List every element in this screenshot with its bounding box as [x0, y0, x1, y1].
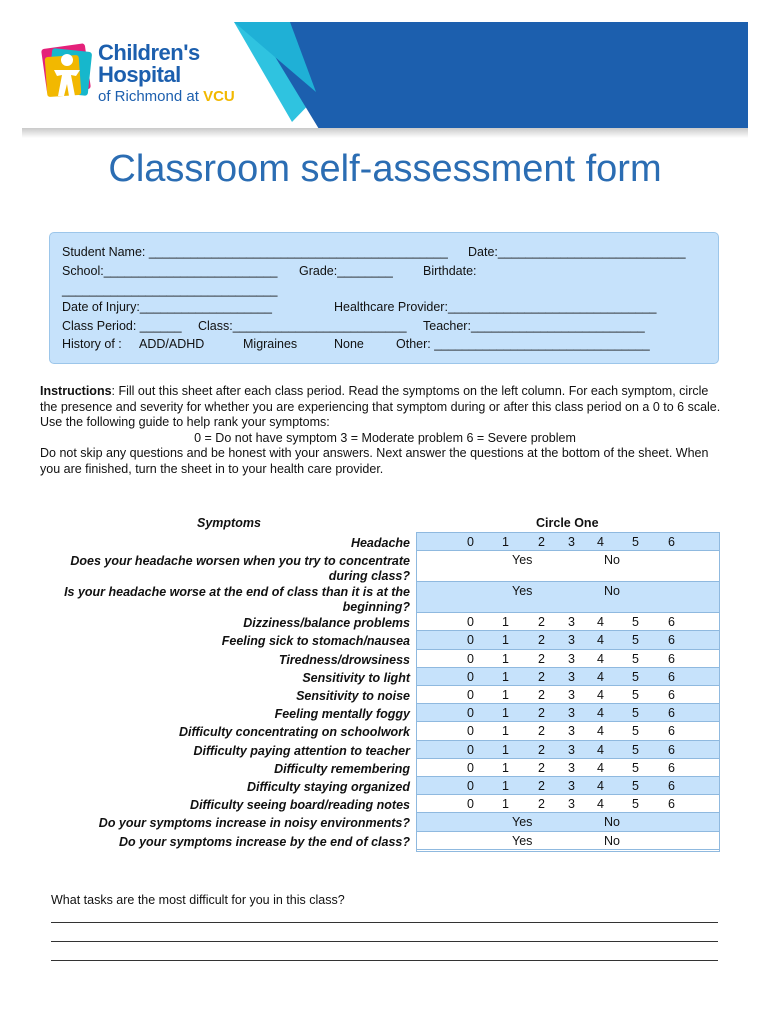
rating-option-2[interactable]: 2 — [538, 779, 545, 793]
table-row — [417, 613, 719, 631]
history-option-other[interactable]: Other: _______________________________ — [396, 337, 650, 351]
rating-option-1[interactable]: 1 — [502, 724, 509, 739]
header-shadow — [22, 128, 748, 138]
symptom-label: Dizziness/balance problems — [243, 616, 410, 631]
logo-text-richmond-prefix: of Richmond at — [98, 88, 204, 105]
rating-option-4[interactable]: 4 — [597, 633, 604, 648]
table-row — [417, 813, 719, 831]
rating-option-4[interactable]: 4 — [597, 669, 604, 684]
rating-option-1[interactable]: 1 — [502, 742, 509, 757]
instructions — [40, 384, 730, 477]
yes-option[interactable]: Yes — [512, 815, 533, 830]
symptom-label: Do your symptoms increase in noisy environments? — [98, 816, 410, 831]
rating-option-1[interactable]: 1 — [502, 633, 509, 648]
symptom-label: Tiredness/drowsiness — [278, 652, 410, 667]
rating-option-1[interactable]: 1 — [502, 779, 509, 793]
rating-option-5[interactable]: 5 — [632, 724, 639, 739]
table-row — [417, 704, 719, 722]
instructions-label: Instructions — [40, 384, 112, 398]
table-row — [417, 722, 719, 740]
rating-option-6[interactable]: 6 — [668, 742, 675, 757]
rating-option-2[interactable]: 2 — [538, 535, 545, 549]
rating-option-5[interactable]: 5 — [632, 535, 639, 549]
rating-option-3[interactable]: 3 — [568, 633, 575, 648]
table-row — [417, 650, 719, 668]
class-field[interactable]: Class:_________________________ — [198, 319, 407, 333]
class-period-field[interactable]: Class Period: ______ — [62, 319, 182, 333]
yes-option[interactable]: Yes — [512, 833, 533, 848]
rating-option-5[interactable]: 5 — [632, 797, 639, 812]
rating-option-2[interactable]: 2 — [538, 651, 545, 666]
table-row — [417, 668, 719, 686]
rating-option-1[interactable]: 1 — [502, 651, 509, 666]
table-row — [417, 533, 719, 551]
healthcare-provider-field[interactable]: Healthcare Provider:______________________________ — [334, 300, 657, 314]
rating-option-6[interactable]: 6 — [668, 706, 675, 721]
rating-option-4[interactable]: 4 — [597, 535, 604, 549]
rating-option-2[interactable]: 2 — [538, 615, 545, 630]
rating-option-2[interactable]: 2 — [538, 742, 545, 757]
rating-option-2[interactable]: 2 — [538, 760, 545, 775]
answer-line-1[interactable] — [51, 922, 718, 923]
hospital-logo — [40, 40, 260, 110]
rating-option-0[interactable]: 0 — [467, 760, 474, 775]
rating-option-6[interactable]: 6 — [668, 724, 675, 739]
rating-option-1[interactable]: 1 — [502, 615, 509, 630]
history-option-add-adhd[interactable]: ADD/ADHD — [139, 337, 205, 351]
rating-option-6[interactable]: 6 — [668, 535, 675, 549]
rating-option-5[interactable]: 5 — [632, 688, 639, 702]
teacher-field[interactable]: Teacher:_________________________ — [423, 319, 645, 333]
table-row — [417, 551, 719, 582]
page-title: Classroom self-assessment form — [108, 148, 662, 190]
difficult-tasks-question: What tasks are the most difficult for you in this class? — [51, 893, 345, 907]
logo-text-hospital: Hospital — [98, 62, 181, 87]
table-row — [417, 777, 719, 795]
rating-option-2[interactable]: 2 — [538, 633, 545, 648]
table-row — [417, 631, 719, 649]
symptom-label: Difficulty staying organized — [247, 780, 410, 794]
table-row — [417, 686, 719, 704]
rating-option-0[interactable]: 0 — [467, 615, 474, 630]
rating-option-3[interactable]: 3 — [568, 651, 575, 666]
rating-option-6[interactable]: 6 — [668, 669, 675, 684]
no-option[interactable]: No — [604, 815, 620, 830]
rating-option-0[interactable]: 0 — [467, 651, 474, 666]
symptom-label: Difficulty seeing board/reading notes — [190, 798, 410, 813]
rating-option-1[interactable]: 1 — [502, 688, 509, 702]
answer-line-3[interactable] — [51, 960, 718, 961]
table-row — [417, 582, 719, 613]
rating-option-4[interactable]: 4 — [597, 706, 604, 721]
rating-option-3[interactable]: 3 — [568, 724, 575, 739]
rating-option-0[interactable]: 0 — [467, 797, 474, 812]
rating-option-6[interactable]: 6 — [668, 615, 675, 630]
table-row — [417, 741, 719, 759]
rating-option-2[interactable]: 2 — [538, 724, 545, 739]
rating-option-3[interactable]: 3 — [568, 779, 575, 793]
rating-option-0[interactable]: 0 — [467, 742, 474, 757]
rating-option-2[interactable]: 2 — [538, 669, 545, 684]
school-field[interactable]: School:_________________________ — [62, 264, 278, 278]
rating-grid — [416, 532, 720, 852]
history-option-migraines[interactable]: Migraines — [243, 337, 298, 351]
rating-option-5[interactable]: 5 — [632, 779, 639, 793]
rating-option-0[interactable]: 0 — [467, 688, 474, 702]
rating-option-1[interactable]: 1 — [502, 535, 509, 549]
rating-option-2[interactable]: 2 — [538, 688, 545, 702]
symptom-label: beginning? — [342, 600, 410, 615]
student-info-box — [49, 232, 719, 364]
rating-option-1[interactable]: 1 — [502, 669, 509, 684]
rating-option-1[interactable]: 1 — [502, 706, 509, 721]
rating-option-4[interactable]: 4 — [597, 779, 604, 793]
rating-option-2[interactable]: 2 — [538, 797, 545, 812]
rating-option-3[interactable]: 3 — [568, 688, 575, 702]
answer-line-2[interactable] — [51, 941, 718, 942]
table-row — [417, 832, 719, 850]
rating-option-6[interactable]: 6 — [668, 797, 675, 812]
rating-option-5[interactable]: 5 — [632, 760, 639, 775]
rating-option-5[interactable]: 5 — [632, 615, 639, 630]
rating-option-6[interactable]: 6 — [668, 760, 675, 775]
symptom-label: Is your headache worse at the end of class than it is at the — [64, 585, 410, 600]
table-row — [417, 759, 719, 777]
instructions-line — [40, 384, 730, 400]
symptoms-header: Symptoms — [197, 516, 261, 530]
instructions-text-3: Use the following guide to help rank your symptoms: — [40, 415, 330, 429]
rating-option-4[interactable]: 4 — [597, 797, 604, 812]
date-field[interactable]: Date:___________________________ — [468, 245, 686, 259]
rating-option-0[interactable]: 0 — [467, 724, 474, 739]
logo-text-vcu: VCU — [203, 88, 235, 105]
symptom-label: Headache — [350, 536, 410, 550]
rating-option-0[interactable]: 0 — [467, 633, 474, 648]
instructions-text-6: you are finished, turn the sheet in to your health care provider. — [40, 461, 384, 476]
no-option[interactable]: No — [604, 833, 620, 848]
rating-option-4[interactable]: 4 — [597, 688, 604, 702]
rating-option-6[interactable]: 6 — [668, 779, 675, 793]
student-name-field[interactable]: Student Name: ___________________________________________ — [62, 245, 448, 259]
birthdate-field[interactable]: Birthdate: — [423, 264, 477, 278]
rating-option-3[interactable]: 3 — [568, 742, 575, 757]
history-option-none[interactable]: None — [334, 337, 364, 351]
rating-option-2[interactable]: 2 — [538, 706, 545, 721]
symptom-label: Does your headache worsen when you try to concentrate — [70, 554, 410, 569]
rating-option-4[interactable]: 4 — [597, 742, 604, 757]
rating-option-4[interactable]: 4 — [597, 651, 604, 666]
history-label: History of : — [62, 337, 122, 351]
rating-option-5[interactable]: 5 — [632, 742, 639, 757]
no-option[interactable]: No — [604, 553, 620, 568]
symptom-label: Feeling mentally foggy — [274, 707, 410, 722]
rating-option-3[interactable]: 3 — [568, 760, 575, 775]
yes-option[interactable]: Yes — [512, 553, 533, 568]
symptom-label: during class? — [328, 569, 410, 584]
symptom-label: Feeling sick to stomach/nausea — [221, 634, 410, 649]
symptom-label: Difficulty concentrating on schoolwork — [178, 725, 410, 740]
table-row — [417, 795, 719, 813]
rating-option-3[interactable]: 3 — [568, 669, 575, 684]
rating-option-3[interactable]: 3 — [568, 615, 575, 630]
symptom-label: Difficulty paying attention to teacher — [193, 743, 410, 758]
scale-guide: 0 = Do not have symptom 3 = Moderate problem 6 = Severe problem — [194, 430, 576, 445]
rating-option-4[interactable]: 4 — [597, 760, 604, 775]
rating-option-3[interactable]: 3 — [568, 797, 575, 812]
date-of-injury-field[interactable]: Date of Injury:___________________ — [62, 300, 272, 314]
rating-option-3[interactable]: 3 — [568, 535, 575, 549]
rating-option-0[interactable]: 0 — [467, 779, 474, 793]
rating-option-1[interactable]: 1 — [502, 797, 509, 812]
rating-option-3[interactable]: 3 — [568, 706, 575, 721]
logo-mark-icon — [40, 40, 96, 104]
grade-field[interactable]: Grade:________ — [299, 264, 393, 278]
symptom-label: Difficulty remembering — [274, 761, 410, 776]
rating-option-5[interactable]: 5 — [632, 706, 639, 721]
symptom-label: Sensitivity to noise — [296, 689, 410, 703]
rating-option-5[interactable]: 5 — [632, 633, 639, 648]
rating-option-5[interactable]: 5 — [632, 669, 639, 684]
rating-option-0[interactable]: 0 — [467, 706, 474, 721]
rating-option-4[interactable]: 4 — [597, 724, 604, 739]
symptom-label: Sensitivity to light — [302, 670, 410, 685]
instructions-text-2: the presence and severity for whether you are experiencing that symptom during or after this class period on a 0 to 6 scale. — [40, 399, 721, 414]
circle-one-header: Circle One — [536, 516, 599, 530]
blank-field-line[interactable]: _______________________________ — [62, 283, 278, 297]
rating-option-4[interactable]: 4 — [597, 615, 604, 630]
instructions-text-5: Do not skip any questions and be honest with your answers. Next answer the questions at the bottom of the sheet. When — [40, 446, 709, 460]
no-option[interactable]: No — [604, 584, 620, 599]
rating-option-1[interactable]: 1 — [502, 760, 509, 775]
rating-option-6[interactable]: 6 — [668, 651, 675, 666]
rating-option-5[interactable]: 5 — [632, 651, 639, 666]
rating-option-0[interactable]: 0 — [467, 669, 474, 684]
instructions-text-1: : Fill out this sheet after each class period. Read the symptoms on the left column. For each symptom, circle — [111, 384, 709, 398]
rating-option-0[interactable]: 0 — [467, 535, 474, 549]
yes-option[interactable]: Yes — [512, 584, 533, 599]
logo-text-childrens: Children's — [98, 40, 200, 65]
symptom-label: Do your symptoms increase by the end of class? — [118, 834, 410, 849]
rating-option-6[interactable]: 6 — [668, 633, 675, 648]
rating-option-6[interactable]: 6 — [668, 688, 675, 702]
logo-text-richmond — [98, 88, 235, 105]
